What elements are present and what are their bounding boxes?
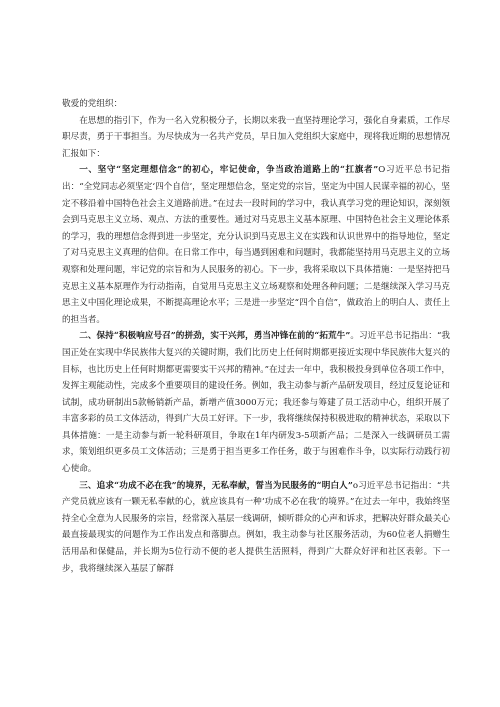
section-2-paragraph bbox=[62, 328, 450, 477]
intro-paragraph: 在思想的指引下，作为一名入党积极分子，长期以来我一直坚持理论学习，强化自身素质，工作尽职尽责，勇于干事担当。为尽快成为一名共产党员，早日加入党组织大家庭中，现将我近期的思想情况汇报如下： bbox=[62, 115, 450, 159]
section-2-heading: 二、保持“积极响应号召”的拼劲，实干兴邦，勇当冲锋在前的“拓荒牛” bbox=[79, 331, 351, 342]
section-1-heading: 一、坚守“坚定理想信念”的初心，牢记使命，争当政治道路上的“扛旗者” bbox=[79, 165, 379, 176]
section-1-paragraph bbox=[62, 162, 450, 328]
section-3-paragraph bbox=[62, 478, 450, 578]
section-3-heading: 三、追求“功成不必在我”的境界，无私奉献，誓当为民服务的“明白人” bbox=[79, 480, 353, 491]
section-2-body: 。习近平总书记指出：“我国正处在实现中华民族伟大复兴的关键时期，我们比历史上任何时期都更接近实现中华民族伟大复兴的目标，也比历史上任何时期都更需要实干兴邦的精神。”在过去一年中，我积极投身到单位各项工作中，发挥主观能动性，完成多个重要项目的建设任务。例如，我主动参与新产品研发项目，经过反复论证和试制，成功研制出5款畅销新产品，新增产值3000万元；我还参与筹建了员工活动中心，组织开展了丰富多彩的员工文体活动，得到广大员工好评。下一步，我将继续保持积极进取的精神状态，采取以下具体措施：一是主动参与新一轮科研项目，争取在1年内研发3-5项新产品；二是深入一线调研员工需求，策划组织更多员工文体活动；三是勇于担当更多工作任务，敢于与困难作斗争，以实际行动践行初心使命。 bbox=[62, 331, 450, 475]
section-3-body: o习近平总书记指出：“共产党员就应该有一颗无私奉献的心，就应该具有一种‘功成不必在我’的境界。”在过去一年中，我始终坚持全心全意为人民服务的宗旨，经常深入基层一线调研，倾听群众的心声和诉求，把解决好群众最关心最直接最现实的问题作为工作出发点和落脚点。例如，我主动参与社区服务活动，为60位老人捐赠生活用品和保健品，并长期为5位行动不便的老人提供生活照料，得到广大群众好评和社区表彰。下一步，我将继续深入基层了解群 bbox=[62, 480, 450, 574]
salutation: 敬爱的党组织： bbox=[62, 99, 123, 109]
section-1-body: O习近平总书记指出：“全党同志必须坚定‘四个自信’，坚定理想信念，坚定党的宗旨，坚定为中国人民谋幸福的初心，坚定不移沿着中国特色社会主义道路前进。”在过去一段时间的学习中，我认真学习党的理论知识，深刻领会到马克思主义立场、观点、方法的重要性。通过对马克思主义基本原理、中国特色社会主义理论体系的学习，我的理想信念得到进一步坚定，充分认识到马克思主义在实践和认识世界中的指导地位，坚定了对马克思主义真理的信仰。在日常工作中，每当遇到困难和问题时，我都能坚持用马克思主义的立场观察和处理问题，牢记党的宗旨和为人民服务的初心。下一步，我将采取以下具体措施：一是坚持把马克思主义基本原理作为行动指南，自觉用马克思主义立场观察和处理各种问题；二是继续深入学习马克思主义中国化理论成果，不断提高理论水平；三是进一步坚定“四个自信”，做政治上的明白人、责任上的担当者。 bbox=[62, 165, 451, 325]
